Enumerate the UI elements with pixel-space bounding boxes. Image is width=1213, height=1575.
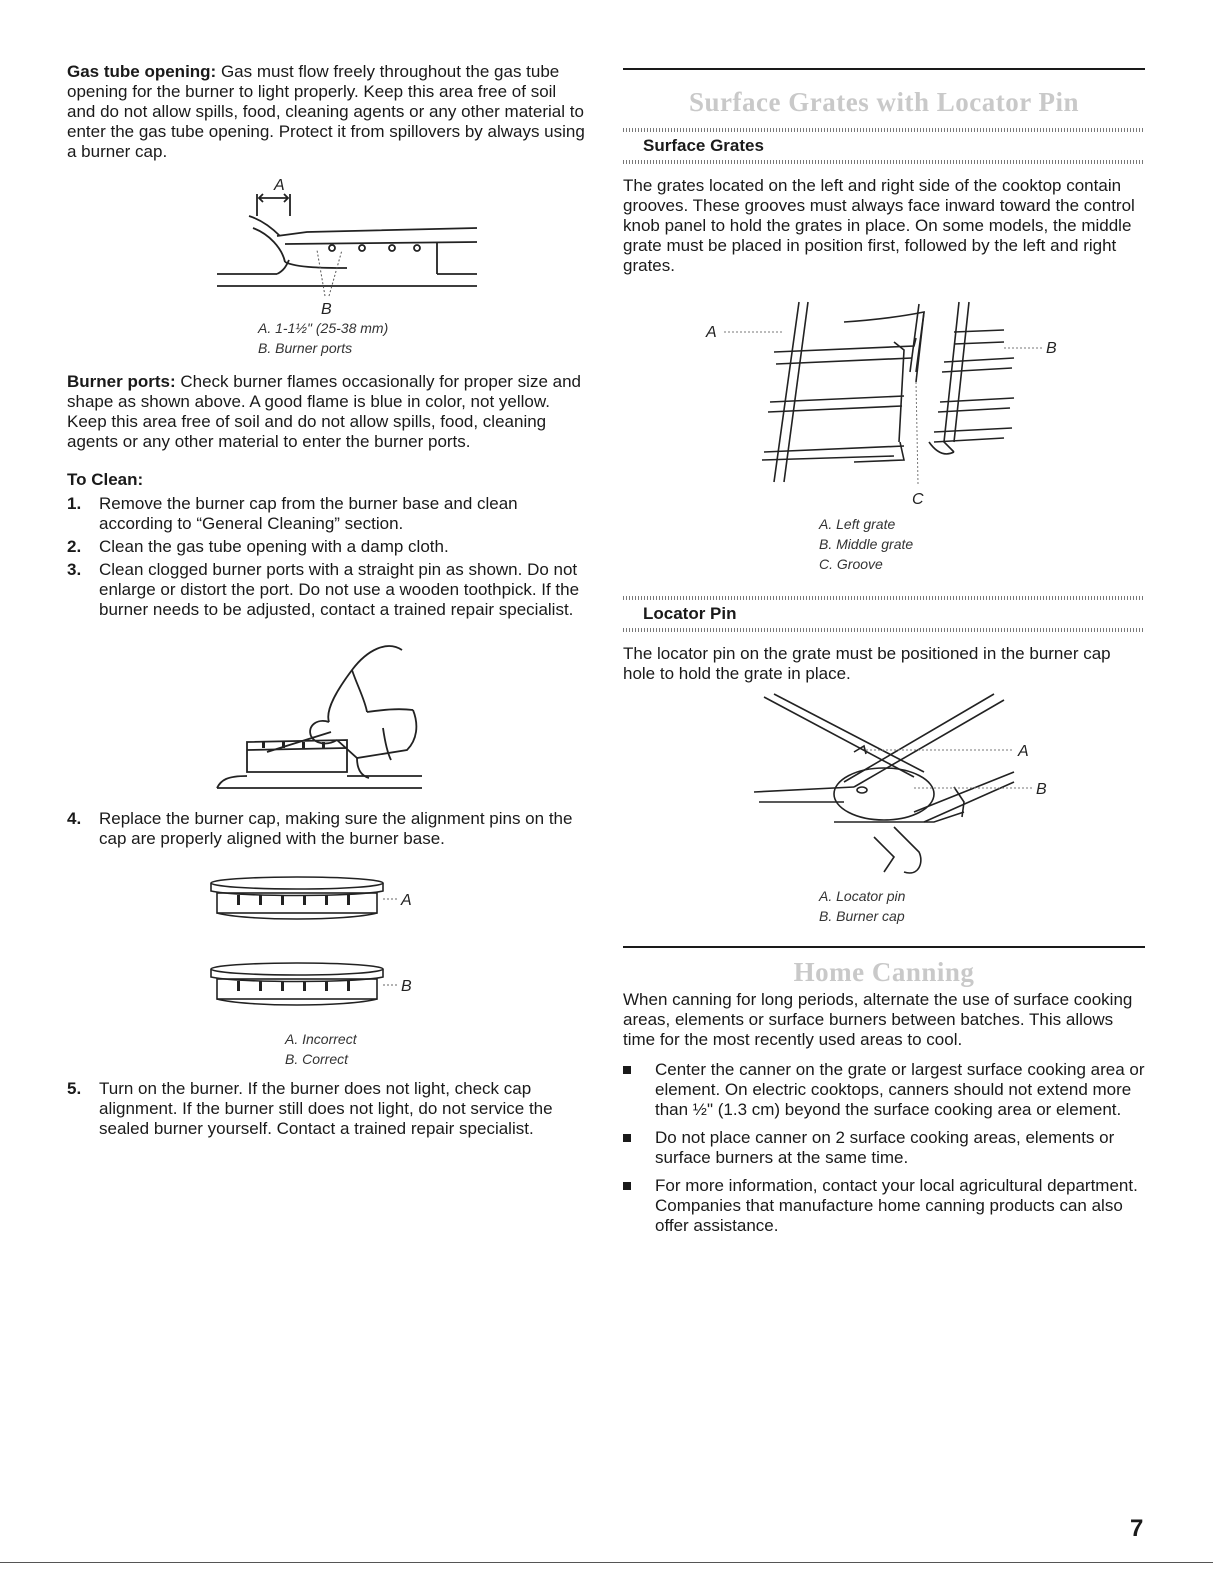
bullet-icon — [623, 1182, 631, 1190]
home-canning-text: When canning for long periods, alternate the use of surface cooking areas, elements or surface burners between batches. This allows time for the most recently used areas to cool. — [623, 990, 1133, 1049]
locator-pin-figure — [714, 692, 1054, 882]
pin-cleaning-figure — [207, 630, 447, 795]
fig4-caption-a: A. Left grate — [819, 516, 896, 532]
canning-bullet-1 — [623, 1060, 1145, 1120]
fig3-caption-a: A. Incorrect — [285, 1031, 357, 1047]
bottom-rule — [0, 1562, 1213, 1563]
cleaning-steps-list-final — [67, 1079, 587, 1139]
step-3 — [67, 560, 587, 620]
step-4-text: Replace the burner cap, making sure the alignment pins on the cap are properly aligned with the burner base. — [99, 809, 573, 848]
page-number: 7 — [1130, 1515, 1144, 1542]
gas-tube-term: Gas tube opening: — [67, 62, 217, 81]
left-column — [67, 62, 587, 1142]
hatch-rule — [623, 628, 1145, 632]
surface-grates-heading: Surface Grates — [643, 136, 764, 155]
gas-tube-text: Gas must flow freely throughout the gas tube opening for the burner to light properly. Keep this area free of soil and do not allow spills, food, cleaning agents or any other material to enter the gas tube opening. Protect it from spillovers by always using a burner cap. — [67, 62, 585, 161]
hatch-rule — [623, 160, 1145, 164]
fig5-captions — [623, 886, 1145, 926]
burner-ports-term: Burner ports: — [67, 372, 176, 391]
canning-bullet-3-text: For more information, contact your local agricultural department. Companies that manufacture home canning products can also offer assistance. — [655, 1176, 1138, 1235]
canning-bullet-2 — [623, 1128, 1145, 1168]
canning-bullet-3 — [623, 1176, 1145, 1236]
step-1-num: 1. — [67, 494, 82, 513]
canning-bullet-1-text: Center the canner on the grate or largest surface cooking area or element. On electric cooktops, canners should not extend more than ½" (1.3 cm) beyond the surface cooking area or element. — [655, 1060, 1145, 1119]
bullet-icon — [623, 1134, 631, 1142]
step-4-num: 4. — [67, 809, 82, 828]
fig4-caption-c: C. Groove — [819, 556, 883, 572]
locator-pin-bar — [623, 600, 1145, 628]
fig5-label-b: B — [1036, 781, 1047, 798]
fig5-caption-a: A. Locator pin — [819, 888, 906, 904]
burner-ports-paragraph — [67, 372, 587, 452]
step-1 — [67, 494, 587, 534]
fig3-caption-b: B. Correct — [285, 1051, 349, 1067]
to-clean-heading: To Clean: — [67, 470, 144, 489]
step-3-text: Clean clogged burner ports with a straight pin as shown. Do not enlarge or distort the port. Do not use a wooden toothpick. If the burner needs to be adjusted, contact a trained repair specialist. — [99, 560, 580, 619]
fig1-label-b: B — [321, 301, 332, 316]
step-2-num: 2. — [67, 537, 82, 556]
fig4-caption-b: B. Middle grate — [819, 536, 914, 552]
surface-grates-text: The grates located on the left and right side of the cooktop contain grooves. These grooves must always face inward toward the control knob panel to hold the grates in place. On some models, the middle grate must be placed in position first, followed by the left and right grates. — [623, 176, 1135, 275]
step-1-text: Remove the burner cap from the burner base and clean according to “General Cleaning” section. — [99, 494, 518, 533]
bullet-icon — [623, 1066, 631, 1074]
fig3-captions — [67, 1029, 587, 1069]
step-2 — [67, 537, 587, 557]
home-canning-bullets — [623, 1060, 1145, 1236]
section-title-grates: Surface Grates with Locator Pin — [689, 87, 1079, 117]
fig3-label-b: B — [401, 978, 412, 995]
grates-figure — [704, 292, 1064, 512]
fig5-caption-b: B. Burner cap — [819, 908, 905, 924]
fig4-label-a: A — [706, 324, 717, 341]
step-5-text: Turn on the burner. If the burner does not light, check cap alignment. If the burner still does not light, do not service the sealed burner yourself. Contact a trained repair specialist. — [99, 1079, 553, 1138]
fig3-label-a: A — [401, 892, 412, 909]
step-2-text: Clean the gas tube opening with a damp cloth. — [99, 537, 449, 556]
fig4-captions — [623, 514, 1145, 574]
canning-bullet-2-text: Do not place canner on 2 surface cooking areas, elements or surface burners at the same time. — [655, 1128, 1115, 1167]
burner-ports-text: Check burner flames occasionally for proper size and shape as shown above. A good flame is blue in color, not yellow. Keep this area free of soil and do not allow spills, food, cleaning agents or any other material to enter the burner ports. — [67, 372, 581, 451]
locator-pin-heading: Locator Pin — [643, 604, 737, 623]
fig4-label-c: C — [912, 491, 924, 508]
fig1-caption-a: A. 1-1½" (25-38 mm) — [258, 320, 389, 336]
step-5 — [67, 1079, 587, 1139]
fig4-label-b: B — [1046, 340, 1057, 357]
step-5-num: 5. — [67, 1079, 82, 1098]
section-title-canning: Home Canning — [793, 957, 975, 987]
fig1-caption-b: B. Burner ports — [258, 340, 353, 356]
gas-tube-paragraph — [67, 62, 587, 162]
surface-grates-bar — [623, 132, 1145, 160]
locator-pin-text: The locator pin on the grate must be positioned in the burner cap hole to hold the grate in place. — [623, 644, 1111, 683]
section-rule-grates — [623, 68, 1145, 70]
burner-cross-section-figure — [177, 176, 477, 316]
cleaning-steps-list — [67, 494, 587, 620]
fig1-captions — [67, 318, 587, 358]
fig1-label-a: A — [274, 177, 285, 194]
step-4 — [67, 809, 587, 849]
cleaning-steps-list-continued — [67, 809, 587, 849]
cap-alignment-figure — [197, 871, 457, 1021]
right-column — [623, 62, 1145, 1244]
fig5-label-a: A — [1018, 743, 1029, 760]
step-3-num: 3. — [67, 560, 82, 579]
section-rule-canning — [623, 946, 1145, 948]
